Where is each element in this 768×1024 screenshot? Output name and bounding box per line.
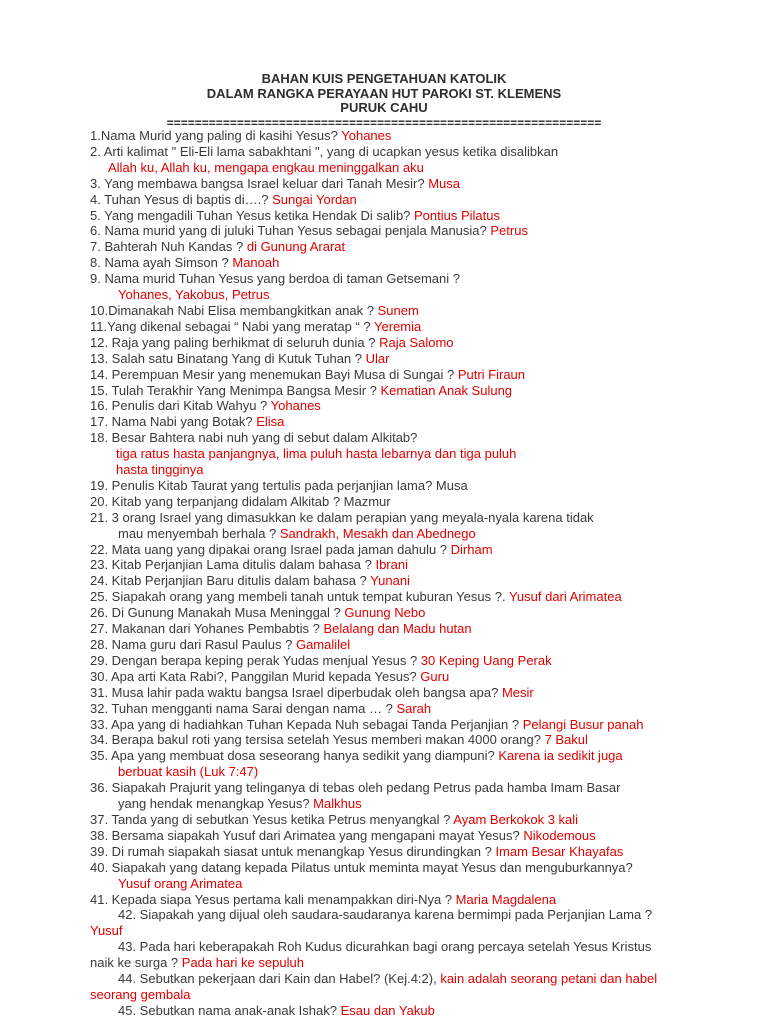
document-header <box>0 0 768 130</box>
question-line <box>90 876 750 892</box>
question-line <box>90 351 750 367</box>
question-line <box>90 796 750 812</box>
question-line <box>90 398 750 414</box>
answer-text: Allah ku, Allah ku, mengapa engkau meninggalkan aku <box>108 159 424 175</box>
answer-text: Belalang dan Madu hutan <box>323 621 472 637</box>
question-line <box>90 557 750 573</box>
question-text: 16. Penulis dari Kitab Wahyu ? <box>90 398 271 414</box>
answer-text: Musa <box>428 175 460 191</box>
question-line <box>90 844 750 860</box>
question-text: 10.Dimanakah Nabi Elisa membangkitkan anak ? <box>90 302 378 318</box>
answer-text: Yohanes <box>341 128 392 143</box>
question-text: 32. Tuhan mengganti nama Sarai dengan nama … ? <box>90 700 397 716</box>
question-text: 43. Pada hari keberapakah Roh Kudus dicurahkan bagi orang percaya setelah Yesus Kristus <box>118 939 652 955</box>
question-line <box>90 748 750 764</box>
question-text: 25. Siapakah orang yang membeli tanah untuk tempat kuburan Yesus ?. <box>90 589 509 605</box>
question-line <box>90 208 750 224</box>
answer-text: Pada hari ke sepuluh <box>181 955 304 971</box>
answer-text: Pelangi Busur panah <box>522 716 644 732</box>
answer-text: berbuat kasih (Luk 7:47) <box>118 764 259 780</box>
answer-text: Gunung Nebo <box>344 605 426 621</box>
question-line <box>90 828 750 844</box>
question-line <box>90 892 750 908</box>
question-line <box>90 780 750 796</box>
question-text: 7. Bahterah Nuh Kandas ? <box>90 239 247 255</box>
question-text: 22. Mata uang yang dipakai orang Israel pada jaman dahulu ? <box>90 541 451 557</box>
question-text: 15. Tulah Terakhir Yang Menimpa Bangsa Mesir ? <box>90 382 381 398</box>
question-text: 12. Raja yang paling berhikmat di seluruh dunia ? <box>90 334 380 350</box>
question-text: yang hendak menangkap Yesus? <box>118 796 314 812</box>
question-line <box>90 303 750 319</box>
question-text: 3. Yang membawa bangsa Israel keluar dari Tanah Mesir? <box>90 175 429 191</box>
question-line <box>90 223 750 239</box>
question-text: 4. Tuhan Yesus di baptis di….? <box>90 191 273 207</box>
answer-text: Ibrani <box>375 557 408 573</box>
question-text: mau menyembah berhala ? <box>118 525 280 541</box>
question-text: 33. Apa yang di hadiahkan Tuhan Kepada Nuh sebagai Tanda Perjanjian ? <box>90 716 523 732</box>
question-text: 27. Makanan dari Yohanes Pembabtis ? <box>90 621 324 637</box>
answer-text: Yunani <box>370 573 410 589</box>
question-line <box>90 589 750 605</box>
answer-text: Pontius Pilatus <box>414 207 501 223</box>
question-line <box>90 319 750 335</box>
question-text: 17. Nama Nabi yang Botak? <box>90 414 257 430</box>
answer-text: Yohanes <box>270 398 321 414</box>
question-line <box>90 446 750 462</box>
answer-text: Karena ia sedikit juga <box>498 748 623 764</box>
question-text: 2. Arti kalimat " Eli-Eli lama sabakhtani ", yang di ucapkan yesus ketika disalibkan <box>90 143 559 159</box>
answer-text: hasta tingginya <box>116 462 204 478</box>
question-line <box>90 462 750 478</box>
question-text: 39. Di rumah siapakah siasat untuk menangkap Yesus dirundingkan ? <box>90 843 496 859</box>
answer-text: Mesir <box>501 684 534 700</box>
answer-text: Ular <box>365 350 390 366</box>
answer-text: Sunem <box>377 302 419 318</box>
question-line <box>90 510 750 526</box>
answer-text: Gamalilel <box>295 637 351 652</box>
question-text: 45. Sebutkan nama anak-anak Ishak? <box>118 1002 341 1018</box>
question-text: 34. Berapa bakul roti yang tersisa setelah Yesus memberi makan 4000 orang? <box>90 732 545 748</box>
question-line <box>90 732 750 748</box>
question-text: 5. Yang mengadili Tuhan Yesus ketika Hendak Di salib? <box>90 207 415 223</box>
question-line <box>90 685 750 701</box>
question-text: 37. Tanda yang di sebutkan Yesus ketika Petrus menyangkal ? <box>90 811 454 827</box>
answer-text: 7 Bakul <box>544 732 588 748</box>
question-text: 14. Perempuan Mesir yang menemukan Bayi Musa di Sungai ? <box>90 366 458 382</box>
answer-text: Esau dan Yakub <box>340 1002 435 1018</box>
answer-text: Sandrakh, Mesakh dan Abednego <box>279 525 476 541</box>
question-line <box>90 255 750 271</box>
answer-text: Malkhus <box>313 796 362 812</box>
question-line <box>90 860 750 876</box>
answer-text: Yusuf <box>90 923 123 939</box>
question-text: 13. Salah satu Binatang Yang di Kutuk Tuhan ? <box>90 350 366 366</box>
title-line-3: PURUK CAHU <box>340 100 428 115</box>
answer-text: Maria Magdalena <box>455 891 557 907</box>
title-line-2: DALAM RANGKA PERAYAAN HUT PAROKI ST. KLEMENS <box>206 85 562 101</box>
answer-text: Yeremia <box>374 318 422 334</box>
question-text: 30. Apa arti Kata Rabi?, Panggilan Murid kepada Yesus? <box>90 668 421 684</box>
answer-text: Guru <box>420 668 450 684</box>
question-line <box>90 637 750 653</box>
question-line <box>90 192 750 208</box>
question-line <box>90 812 750 828</box>
question-text: 29. Dengan berapa keping perak Yudas menjual Yesus ? <box>90 652 421 668</box>
answer-text: Yohanes, Yakobus, Petrus <box>118 287 270 303</box>
question-line <box>90 430 750 446</box>
answer-text: Ayam Berkokok 3 kali <box>453 811 579 827</box>
question-text: 41. Kepada siapa Yesus pertama kali menampakkan diri-Nya ? <box>90 891 456 907</box>
question-line <box>90 526 750 542</box>
question-text: 21. 3 orang Israel yang dimasukkan ke dalam perapian yang meyala-nyala karena tidak <box>90 509 594 525</box>
answer-text: Manoah <box>232 255 280 271</box>
question-text: 19. Penulis Kitab Taurat yang tertulis pada perjanjian lama? Musa <box>90 477 468 493</box>
question-line <box>90 271 750 287</box>
question-text: 38. Bersama siapakah Yusuf dari Arimatea yang mengapani mayat Yesus? <box>90 827 524 843</box>
question-list <box>90 128 750 1019</box>
answer-text: Yusuf dari Arimatea <box>508 589 622 605</box>
question-line <box>90 971 750 987</box>
question-text: 44. Sebutkan pekerjaan dari Kain dan Habel? (Kej.4:2), <box>118 971 441 987</box>
question-text: 24. Kitab Perjanjian Baru ditulis dalam bahasa ? <box>90 573 371 589</box>
answer-text: seorang gembala <box>90 986 191 1002</box>
question-line <box>90 573 750 589</box>
answer-text: Putri Firaun <box>457 366 526 382</box>
answer-text: Sarah <box>396 700 432 716</box>
question-text: 36. Siapakah Prajurit yang telinganya di tebas oleh pedang Petrus pada hamba Imam Basar <box>90 780 621 796</box>
answer-text: 30 Keping Uang Perak <box>420 652 552 668</box>
question-line <box>90 383 750 399</box>
question-text: 8. Nama ayah Simson ? <box>90 255 233 271</box>
question-line <box>90 669 750 685</box>
answer-text: Nikodemous <box>523 827 596 843</box>
question-text: 42. Siapakah yang dijual oleh saudara-saudaranya karena bermimpi pada Perjanjian Lama ? <box>118 907 653 923</box>
question-line <box>90 128 750 144</box>
question-line <box>90 955 750 971</box>
question-text: 26. Di Gunung Manakah Musa Meninggal ? <box>90 605 345 621</box>
question-line <box>90 478 750 494</box>
question-text: naik ke surga ? <box>90 955 182 971</box>
question-line <box>90 653 750 669</box>
question-line <box>90 605 750 621</box>
answer-text: Imam Besar Khayafas <box>495 843 624 859</box>
question-line <box>90 287 750 303</box>
question-line <box>90 987 750 1003</box>
question-line <box>90 494 750 510</box>
question-line <box>90 923 750 939</box>
question-line <box>90 335 750 351</box>
question-line <box>90 907 750 923</box>
answer-text: Dirham <box>450 541 493 557</box>
question-text: 6. Nama murid yang di juluki Tuhan Yesus sebagai penjala Manusia? <box>90 223 491 239</box>
question-text: 18. Besar Bahtera nabi nuh yang di sebut dalam Alkitab? <box>90 430 418 446</box>
answer-text: kain adalah seorang petani dan habel <box>440 971 658 987</box>
answer-text: Kematian Anak Sulung <box>380 382 513 398</box>
question-line <box>90 1003 750 1019</box>
question-line <box>90 160 750 176</box>
question-text: 11.Yang dikenal sebagai “ Nabi yang meratap “ ? <box>90 318 375 334</box>
question-line <box>90 717 750 733</box>
answer-text: Petrus <box>490 223 528 239</box>
title-line-1: BAHAN KUIS PENGETAHUAN KATOLIK <box>261 71 507 86</box>
question-line <box>90 414 750 430</box>
answer-text: Elisa <box>256 414 285 430</box>
question-text: 35. Apa yang membuat dosa seseorang hanya sedikit yang diampuni? <box>90 748 499 764</box>
question-text: 23. Kitab Perjanjian Lama ditulis dalam bahasa ? <box>90 557 376 573</box>
question-line <box>90 239 750 255</box>
question-line <box>90 621 750 637</box>
question-line <box>90 367 750 383</box>
question-text: 40. Siapakah yang datang kepada Pilatus untuk meminta mayat Yesus dan menguburkannya? <box>90 859 633 875</box>
answer-text: Raja Salomo <box>379 334 454 350</box>
question-text: 28. Nama guru dari Rasul Paulus ? <box>90 637 296 652</box>
question-line <box>90 542 750 558</box>
question-line <box>90 176 750 192</box>
question-text: 1.Nama Murid yang paling di kasihi Yesus? <box>90 128 342 143</box>
question-text: 9. Nama murid Tuhan Yesus yang berdoa di taman Getsemani ? <box>90 271 460 287</box>
separator-line: ============================================================== <box>166 115 602 130</box>
question-line <box>90 939 750 955</box>
question-text: 31. Musa lahir pada waktu bangsa Israel diperbudak oleh bangsa apa? <box>90 684 502 700</box>
answer-text: di Gunung Ararat <box>246 239 346 255</box>
question-line <box>90 144 750 160</box>
question-line <box>90 764 750 780</box>
answer-text: tiga ratus hasta panjangnya, lima puluh hasta lebarnya dan tiga puluh <box>116 446 517 462</box>
question-line <box>90 701 750 717</box>
answer-text: Sungai Yordan <box>272 191 357 207</box>
answer-text: Yusuf orang Arimatea <box>118 875 243 891</box>
question-text: 20. Kitab yang terpanjang didalam Alkitab ? Mazmur <box>90 493 391 509</box>
